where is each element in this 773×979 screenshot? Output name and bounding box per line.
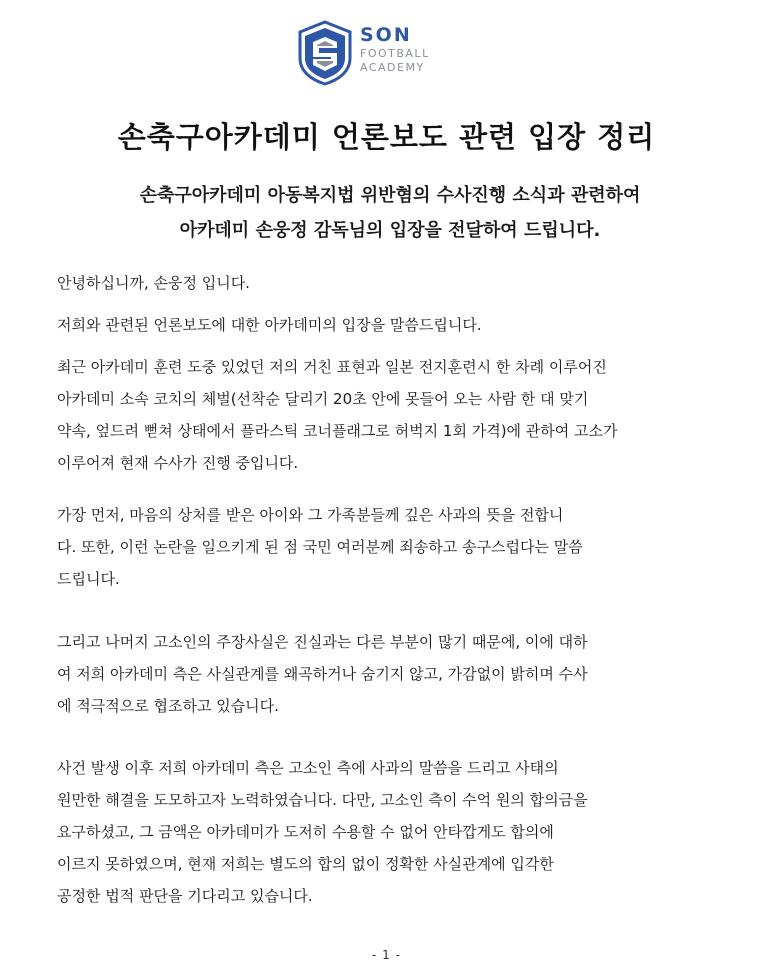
paragraph-line: 그리고 나머지 고소인의 주장사실은 진실과는 다른 부분이 많기 때문에, 이에 대하 — [57, 633, 588, 651]
paragraph-line: 여 저희 아카데미 측은 사실관계를 왜곡하거나 숨기지 않고, 가감없이 밝히며 수사 — [57, 665, 588, 683]
paragraph-investigation — [57, 626, 721, 722]
son-football-academy-shield-icon — [296, 20, 354, 86]
document-body — [57, 267, 721, 912]
paragraph-line: 공정한 법적 판단을 기다리고 있습니다. — [57, 887, 313, 905]
academy-logo — [296, 20, 496, 86]
paragraph-line: 최근 아카데미 훈련 도중 있었던 저의 거친 표현과 일본 전지훈련시 한 차례 이루어진 — [57, 358, 607, 376]
paragraph-line: 이루어져 현재 수사가 진행 중입니다. — [57, 454, 299, 472]
paragraph-apology — [57, 499, 721, 595]
paragraph-line: 다. 또한, 이런 논란을 일으키게 된 점 국민 여러분께 죄송하고 송구스럽다는 말씀 — [57, 538, 583, 556]
paragraph-line: 저희와 관련된 언론보도에 대한 아카데미의 입장을 말씀드립니다. — [57, 316, 482, 334]
logo-brand: SON — [360, 24, 412, 46]
paragraph-line: 요구하셨고, 그 금액은 아카데미가 도저히 수용할 수 없어 안타깝게도 합의에 — [57, 823, 554, 841]
paragraph-greeting — [57, 267, 721, 299]
logo-wordmark — [360, 26, 430, 73]
paragraph-line: 가장 먼저, 마음의 상처를 받은 아이와 그 가족분들께 깊은 사과의 뜻을 전합니 — [57, 506, 564, 524]
paragraph-line: 아카데미 소속 코치의 체벌(선착순 달리기 20초 안에 못들어 오는 사람 한 대 맞기 — [57, 390, 589, 408]
paragraph-line: 약속, 엎드려 뻗쳐 상태에서 플라스틱 코너플래그로 허벅지 1회 가격)에 관하여 고소가 — [57, 422, 618, 440]
paragraph-line: 이르지 못하였으며, 현재 저희는 별도의 합의 없이 정확한 사실관계에 입각한 — [57, 855, 554, 873]
paragraph-line: 원만한 해결을 도모하고자 노력하였습니다. 다만, 고소인 측이 수억 원의 합의금을 — [57, 791, 588, 809]
document-subtitle — [60, 178, 720, 248]
logo-line-football: FOOTBALL — [360, 47, 430, 60]
logo-line-academy: ACADEMY — [360, 61, 425, 74]
paragraph-line: 사건 발생 이후 저희 아카데미 측은 고소인 측에 사과의 말씀을 드리고 사태의 — [57, 759, 559, 777]
document-title: 손축구아카데미 언론보도 관련 입장 정리 — [117, 120, 656, 154]
paragraph-line: 안녕하십니까, 손웅정 입니다. — [57, 274, 250, 292]
subtitle-line: 손축구아카데미 아동복지법 위반혐의 수사진행 소식과 관련하여 — [139, 185, 641, 206]
paragraph-incident — [57, 351, 721, 479]
paragraph-line: 드립니다. — [57, 570, 120, 588]
page-number: - 1 - — [372, 948, 401, 962]
paragraph-settlement — [57, 752, 721, 912]
paragraph-line: 에 적극적으로 협조하고 있습니다. — [57, 697, 279, 715]
subtitle-line: 아카데미 손웅정 감독님의 입장을 전달하여 드립니다. — [179, 220, 601, 241]
paragraph-intro — [57, 309, 721, 341]
